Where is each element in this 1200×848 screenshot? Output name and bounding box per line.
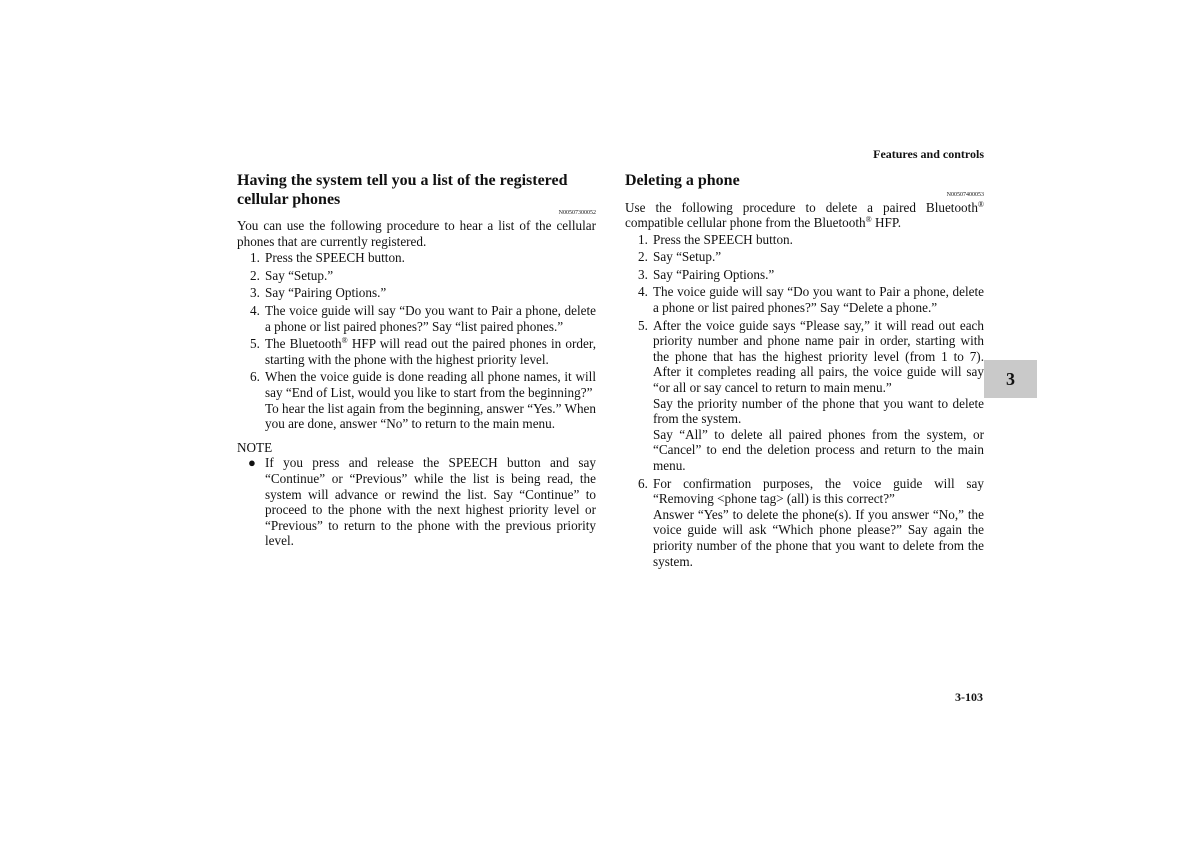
step-1 xyxy=(625,232,984,248)
registered-mark: ® xyxy=(341,336,348,346)
step-text-continued: Say “All” to delete all paired phones from the system, or “Cancel” to end the deletion process and return to the main menu. xyxy=(653,426,984,473)
step-text: For confirmation purposes, the voice guide will say “Removing <phone tag> (all) is this correct?” xyxy=(653,475,984,507)
step-number: 5. xyxy=(638,317,648,333)
procedure-steps xyxy=(237,250,596,432)
step-text-continued: To hear the list again from the beginning, answer “Yes.” When you are done, answer “No” to return to the main menu. xyxy=(265,400,596,432)
left-column xyxy=(237,172,596,549)
step-number: 1. xyxy=(638,231,648,247)
intro-text-b: compatible cellular phone from the Bluetooth xyxy=(625,215,866,231)
step-text: Press the SPEECH button. xyxy=(265,250,405,266)
intro-paragraph xyxy=(625,200,984,231)
step-number: 6. xyxy=(250,369,260,385)
step-number: 2. xyxy=(250,267,260,283)
step-number: 4. xyxy=(638,284,648,300)
step-2 xyxy=(237,268,596,284)
step-text: When the voice guide is done reading all phone names, it will say “End of List, would you like to start from the beginning?” xyxy=(265,369,596,400)
step-text: After the voice guide says “Please say,” it will read out each priority number and phone name pair in order, starting with the phone that has the highest priority level (from 1 to 7). After it completes reading all pairs, the voice guide will say “or all or say cancel to return to main menu.” xyxy=(653,317,984,396)
step-text: The voice guide will say “Do you want to Pair a phone, delete a phone or list paired phones?” Say “list paired phones.” xyxy=(265,302,596,334)
page-number: 3-103 xyxy=(955,690,983,704)
step-text-b: HFP will read out the paired phones in order, starting with the phone with the highest priority level. xyxy=(265,336,596,367)
step-5 xyxy=(237,336,596,367)
step-text-continued: Answer “Yes” to delete the phone(s). If you answer “No,” the voice guide will ask “Which phone please?” Say again the priority number of the phone that you want to delete from the system. xyxy=(653,506,984,569)
section-heading-list-phones: Having the system tell you a list of the registered cellular phones xyxy=(237,172,568,208)
step-number: 2. xyxy=(638,249,648,265)
step-3 xyxy=(625,267,984,283)
step-number: 3. xyxy=(250,285,260,301)
step-number: 6. xyxy=(638,475,648,491)
step-text: Say “Pairing Options.” xyxy=(653,266,775,282)
step-number: 5. xyxy=(250,336,260,352)
registered-mark: ® xyxy=(865,215,872,225)
step-2 xyxy=(625,249,984,265)
note-item xyxy=(237,455,596,549)
step-text: The voice guide will say “Do you want to Pair a phone, delete a phone or list paired phones?” Say “Delete a phone.” xyxy=(653,284,984,316)
step-text: Say “Setup.” xyxy=(265,267,334,283)
step-number: 1. xyxy=(250,250,260,266)
bullet-icon: ● xyxy=(248,455,256,471)
note-title: NOTE xyxy=(237,439,273,455)
step-5 xyxy=(625,318,984,474)
intro-text-a: Use the following procedure to delete a paired Bluetooth xyxy=(625,199,978,215)
intro-paragraph: You can use the following procedure to hear a list of the cellular phones that are currently registered. xyxy=(237,218,596,249)
note-text: If you press and release the SPEECH button and say “Continue” or “Previous” while the list is being read, the system will advance or rewind the list. Say “Continue” to proceed to the phone with the next highest priority level or “Previous” to return to the phone with the previous priority level. xyxy=(265,455,596,549)
step-text: Press the SPEECH button. xyxy=(653,231,793,247)
procedure-steps xyxy=(625,232,984,569)
step-3 xyxy=(237,285,596,301)
chapter-number: 3 xyxy=(1006,368,1015,389)
section-heading-delete-phone: Deleting a phone xyxy=(625,172,740,189)
step-4 xyxy=(625,284,984,315)
step-text: Say “Setup.” xyxy=(653,249,722,265)
reference-code: N00507400053 xyxy=(946,191,984,198)
step-6 xyxy=(237,369,596,431)
running-header: Features and controls xyxy=(873,147,984,161)
step-1 xyxy=(237,250,596,266)
step-4 xyxy=(237,303,596,334)
step-6 xyxy=(625,476,984,570)
step-text-continued: Say the priority number of the phone that you want to delete from the system. xyxy=(653,395,984,427)
step-number: 4. xyxy=(250,302,260,318)
step-text: Say “Pairing Options.” xyxy=(265,285,387,301)
step-text-a: The Bluetooth xyxy=(265,336,342,352)
step-number: 3. xyxy=(638,266,648,282)
chapter-tab xyxy=(984,360,1037,398)
reference-code: N00507300052 xyxy=(558,210,596,216)
intro-text-c: HFP. xyxy=(871,215,902,231)
right-column xyxy=(625,172,984,571)
registered-mark: ® xyxy=(977,199,984,209)
